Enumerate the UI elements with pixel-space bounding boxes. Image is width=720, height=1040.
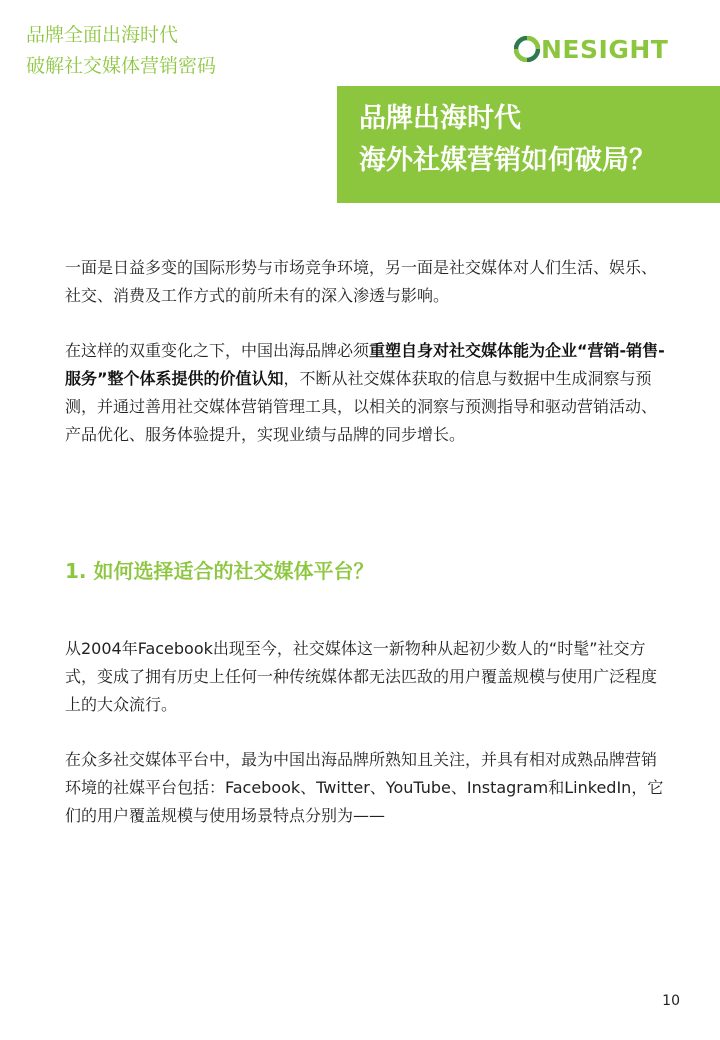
logo-text-ne: NE <box>541 34 581 64</box>
banner-line1: 品牌出海时代 <box>359 103 521 134</box>
paragraph-3: 从2004年Facebook出现至今，社交媒体这一新物种从起初少数人的“时髦”社交方式，变成了拥有历史上任何一种传统媒体都无法匹敌的用户覆盖规模与使用广泛程度上的大众流行。 <box>65 639 658 714</box>
paragraph-2-end: ，不断从社交媒体获取的信息与数据中生成洞察与预测，并通过善用社交媒体营销管理工具，以相关的洞察与预测指导和驱动营销活动、产品优化、服务体验提升，实现业绩与品牌的同步增长。 <box>65 369 658 444</box>
header-title-line1: 品牌全面出海时代 <box>26 24 179 46</box>
title-banner <box>337 86 720 203</box>
banner-line2: 海外社媒营销如何破局？ <box>359 145 656 176</box>
paragraph-1: 一面是日益多变的国际形势与市场竞争环境，另一面是社交媒体对人们生活、娱乐、社交、消费及工作方式的前所未有的深入渗透与影响。 <box>65 258 658 305</box>
header-title <box>26 20 216 82</box>
logo-text-sight: SIGHT <box>580 34 669 64</box>
header-title-line2: 破解社交媒体营销密码 <box>26 55 217 77</box>
paragraph-4: 在众多社交媒体平台中，最为中国出海品牌所熟知且关注，并具有相对成熟品牌营销环境的社媒平台包括：Facebook、Twitter、YouTube、Instagram和LinkedIn，它们的用户覆盖规模与使用场景特点分别为—— <box>65 750 664 825</box>
paragraph-2-emphasis: 重塑自身对社交媒体能为企业“营销-销售-服务”整个体系提供的价值认知 <box>65 341 665 388</box>
paragraph-2 <box>65 337 665 449</box>
section-heading: 1. 如何选择适合的社交媒体平台？ <box>65 559 374 583</box>
onesight-o-logo-icon <box>514 36 540 62</box>
page-number: 10 <box>662 993 680 1009</box>
onesight-logo <box>514 34 668 64</box>
paragraph-2-start: 在这样的双重变化之下，中国出海品牌必须 <box>65 341 370 360</box>
